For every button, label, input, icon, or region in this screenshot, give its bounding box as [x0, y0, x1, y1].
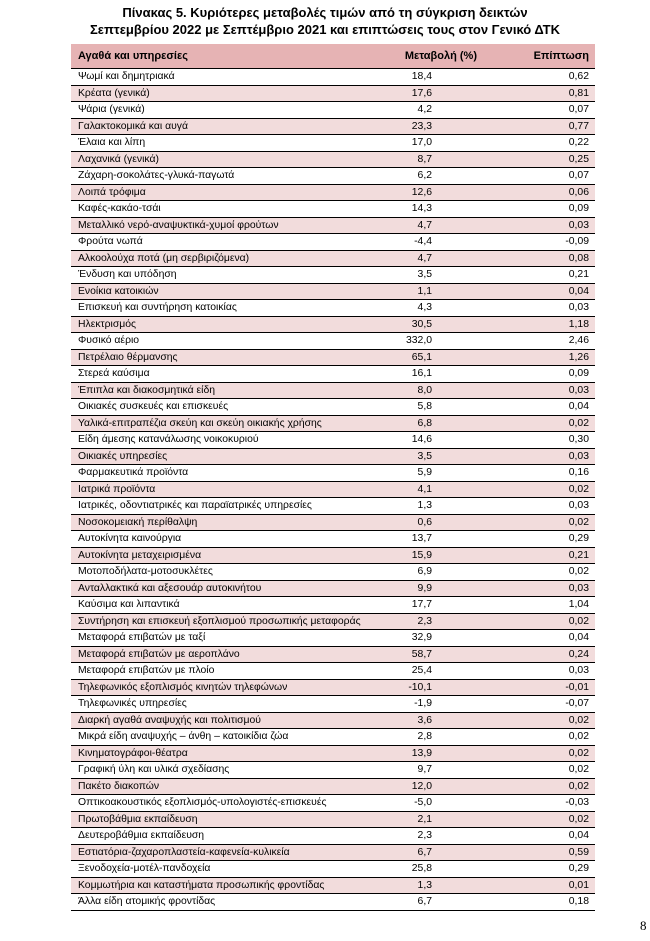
cell-change: 6,9 — [417, 566, 432, 577]
cell-change: 6,2 — [417, 170, 432, 181]
cell-impact: 0,03 — [568, 302, 589, 313]
table-row — [71, 795, 595, 812]
cell-change: 15,9 — [411, 549, 432, 561]
cell-impact: 0,04 — [568, 830, 589, 841]
cell-change: 17,7 — [411, 599, 432, 610]
table-row — [71, 119, 595, 136]
cell-impact: 0,04 — [568, 285, 589, 297]
cell-item: Κομμωτήρια και καταστήματα προσωπικής φροντίδας — [78, 879, 325, 891]
cell-change: 5,9 — [417, 467, 432, 478]
table-row — [71, 878, 595, 895]
cell-impact: 1,04 — [568, 599, 589, 610]
cell-item: Αυτοκίνητα μεταχειρισμένα — [78, 549, 202, 561]
table-row — [71, 152, 595, 169]
cell-impact: 0,08 — [568, 252, 589, 264]
cell-item: Ξενοδοχεία-μοτέλ-πανδοχεία — [78, 863, 211, 874]
cell-change: -1,9 — [414, 698, 432, 709]
cell-change: 9,9 — [417, 582, 432, 594]
table-row — [71, 234, 595, 251]
table-row — [71, 762, 595, 779]
cell-change: 4,7 — [417, 252, 432, 264]
table-title-line-1: Πίνακας 5. Κυριότερες μεταβολές τιμών από τη σύγκριση δεικτών — [122, 5, 528, 20]
cell-impact: 0,04 — [568, 632, 589, 643]
cell-impact: 0,18 — [568, 896, 589, 907]
cell-change: 65,1 — [411, 351, 432, 363]
cell-impact: 0,30 — [568, 434, 589, 445]
cell-change: 5,8 — [417, 401, 432, 412]
cell-item: Άλλα είδη ατομικής φροντίδας — [78, 896, 216, 907]
cell-change: 3,5 — [417, 269, 432, 280]
header-impact: Επίπτωση — [533, 50, 589, 62]
table-row — [71, 894, 595, 911]
cell-impact: 0,03 — [568, 219, 589, 231]
cell-change: 25,8 — [411, 863, 432, 874]
cell-impact: 0,02 — [568, 566, 589, 577]
cell-change: 14,6 — [411, 434, 432, 445]
table-row — [71, 218, 595, 235]
cell-item: Δευτεροβάθμια εκπαίδευση — [78, 830, 205, 841]
cell-item: Γραφική ύλη και υλικά σχεδίασης — [78, 764, 230, 775]
cell-item: Οικιακές συσκευές και επισκευές — [78, 401, 229, 412]
cell-item: Ψωμί και δημητριακά — [78, 71, 175, 82]
cell-item: Λοιπά τρόφιμα — [78, 186, 146, 198]
table-row — [71, 482, 595, 499]
cell-impact: 0,07 — [568, 104, 589, 115]
table-row — [71, 696, 595, 713]
cell-impact: 2,46 — [568, 335, 589, 346]
cell-item: Λαχανικά (γενικά) — [78, 153, 159, 165]
cell-change: 6,7 — [417, 896, 432, 907]
cell-change: 1,3 — [417, 879, 432, 891]
table-row — [71, 729, 595, 746]
cell-impact: 0,03 — [568, 582, 589, 594]
cell-item: Μεταφορά επιβατών με πλοίο — [78, 665, 215, 676]
table-row — [71, 300, 595, 317]
cell-item: Διαρκή αγαθά αναψυχής και πολιτισμού — [78, 714, 261, 726]
cell-item: Ένδυση και υπόδηση — [78, 269, 177, 280]
cell-change: 2,3 — [417, 615, 432, 627]
cell-impact: 1,18 — [568, 318, 589, 330]
cell-item: Πρωτοβάθμια εκπαίδευση — [78, 813, 198, 825]
cell-item: Υαλικά-επιτραπέζια σκεύη και σκεύη οικιακής χρήσης — [78, 417, 322, 429]
table-row — [71, 498, 595, 515]
cell-item: Κρέατα (γενικά) — [78, 87, 150, 99]
cell-impact: -0,07 — [565, 698, 589, 709]
table-row — [71, 69, 595, 86]
table-row — [71, 86, 595, 103]
cell-change: 25,4 — [411, 665, 432, 676]
cell-impact: 1,26 — [568, 351, 589, 363]
header-goods-services: Αγαθά και υπηρεσίες — [78, 50, 188, 62]
cell-item: Τηλεφωνικός εξοπλισμός κινητών τηλεφώνων — [78, 681, 288, 693]
cell-item: Καφές-κακάο-τσάι — [78, 203, 161, 214]
cell-item: Αυτοκίνητα καινούργια — [78, 533, 182, 544]
table-row — [71, 399, 595, 416]
cell-item: Ιατρικά προϊόντα — [78, 483, 156, 495]
cell-impact: 0,02 — [568, 747, 589, 759]
cell-item: Φαρμακευτικά προϊόντα — [78, 467, 189, 478]
cell-change: 8,0 — [417, 384, 432, 396]
cell-impact: 0,02 — [568, 483, 589, 495]
cell-change: 2,8 — [417, 731, 432, 742]
cell-impact: 0,02 — [568, 764, 589, 775]
cell-change: -5,0 — [414, 797, 432, 808]
table-row — [71, 614, 595, 631]
table-row — [71, 201, 595, 218]
cell-impact: 0,03 — [568, 450, 589, 462]
cell-item: Πακέτο διακοπών — [78, 780, 160, 792]
cell-change: 3,5 — [417, 450, 432, 462]
cell-item: Φρούτα νωπά — [78, 236, 143, 247]
cell-item: Οικιακές υπηρεσίες — [78, 450, 168, 462]
cell-item: Πετρέλαιο θέρμανσης — [78, 351, 178, 363]
cell-change: 1,1 — [417, 285, 432, 297]
cell-item: Μεταφορά επιβατών με ταξί — [78, 632, 206, 643]
cell-item: Έπιπλα και διακοσμητικά είδη — [78, 384, 216, 396]
cell-change: 3,6 — [417, 714, 432, 726]
cell-change: 30,5 — [411, 318, 432, 330]
cell-item: Επισκευή και συντήρηση κατοικίας — [78, 302, 237, 313]
cell-impact: 0,29 — [568, 533, 589, 544]
cell-change: 32,9 — [411, 632, 432, 643]
cell-impact: 0,03 — [568, 665, 589, 676]
cell-change: 16,1 — [411, 368, 432, 379]
cell-change: 6,7 — [417, 846, 432, 858]
table-row — [71, 251, 595, 268]
cell-change: 9,7 — [417, 764, 432, 775]
cell-impact: 0,62 — [568, 71, 589, 82]
cell-item: Γαλακτοκομικά και αυγά — [78, 120, 188, 132]
cell-item: Ψάρια (γενικά) — [78, 104, 145, 115]
table-row — [71, 267, 595, 284]
table-title-line-2: Σεπτεμβρίου 2022 με Σεπτέμβριο 2021 και επιπτώσεις τους στον Γενικό ΔΤΚ — [90, 22, 560, 37]
table-row — [71, 185, 595, 202]
cell-item: Αλκοολούχα ποτά (μη σερβιριζόμενα) — [78, 252, 250, 264]
cell-change: 2,1 — [417, 813, 432, 825]
cell-impact: 0,77 — [568, 120, 589, 132]
cell-impact: 0,29 — [568, 863, 589, 874]
cell-item: Οπτικοακουστικός εξοπλισμός-υπολογιστές-επισκευές — [78, 797, 327, 808]
table-row — [71, 812, 595, 829]
cell-impact: 0,02 — [568, 780, 589, 792]
cell-change: 4,7 — [417, 219, 432, 231]
cell-item: Έλαια και λίπη — [78, 137, 146, 148]
cell-item: Εστιατόρια-ζαχαροπλαστεία-καφενεία-κυλικεία — [78, 846, 290, 858]
cell-impact: 0,07 — [568, 170, 589, 181]
cell-change: 0,6 — [417, 516, 432, 528]
page-number: 8 — [640, 918, 647, 933]
cell-change: 58,7 — [411, 648, 432, 660]
cell-change: 17,6 — [411, 87, 432, 99]
cell-impact: 0,06 — [568, 186, 589, 198]
cell-impact: 0,02 — [568, 615, 589, 627]
cell-item: Είδη άμεσης κατανάλωσης νοικοκυριού — [78, 434, 259, 445]
table-row — [71, 531, 595, 548]
cell-item: Τηλεφωνικές υπηρεσίες — [78, 698, 187, 709]
table-row — [71, 663, 595, 680]
table-row — [71, 861, 595, 878]
cell-impact: -0,01 — [565, 681, 589, 693]
cell-impact: 0,21 — [568, 549, 589, 561]
table-row — [71, 581, 595, 598]
cell-item: Νοσοκομειακή περίθαλψη — [78, 516, 198, 528]
cell-change: 14,3 — [411, 203, 432, 214]
table-body — [71, 69, 595, 911]
cell-impact: 0,25 — [568, 153, 589, 165]
table-header-row — [71, 44, 595, 69]
cell-change: 18,4 — [411, 71, 432, 82]
table-row — [71, 135, 595, 152]
cell-impact: 0,21 — [568, 269, 589, 280]
cell-item: Μικρά είδη αναψυχής – άνθη – κατοικίδια ζώα — [78, 731, 289, 742]
cell-item: Στερεά καύσιμα — [78, 368, 150, 379]
table-row — [71, 333, 595, 350]
table-row — [71, 746, 595, 763]
table-row — [71, 828, 595, 845]
cell-change: 12,6 — [411, 186, 432, 198]
cell-item: Συντήρηση και επισκευή εξοπλισμού προσωπικής μεταφοράς — [78, 615, 361, 627]
header-change-percent: Μεταβολή (%) — [404, 50, 477, 62]
cell-change: 4,2 — [417, 104, 432, 115]
table-row — [71, 366, 595, 383]
table-row — [71, 317, 595, 334]
cell-impact: 0,02 — [568, 714, 589, 726]
cell-item: Φυσικό αέριο — [78, 335, 140, 346]
cell-impact: 0,09 — [568, 368, 589, 379]
cell-impact: 0,02 — [568, 516, 589, 528]
cell-change: 23,3 — [411, 120, 432, 132]
cell-item: Ζάχαρη-σοκολάτες-γλυκά-παγωτά — [78, 170, 235, 181]
cell-impact: 0,22 — [568, 137, 589, 148]
table-row — [71, 465, 595, 482]
cell-impact: 0,09 — [568, 203, 589, 214]
table-row — [71, 168, 595, 185]
cell-impact: 0,16 — [568, 467, 589, 478]
table-row — [71, 449, 595, 466]
cell-impact: 0,04 — [568, 401, 589, 412]
cell-item: Μοτοποδήλατα-μοτοσυκλέτες — [78, 566, 213, 577]
table-row — [71, 713, 595, 730]
cell-change: 17,0 — [411, 137, 432, 148]
cell-change: 332,0 — [405, 335, 432, 346]
cell-item: Ιατρικές, οδοντιατρικές και παραϊατρικές υπηρεσίες — [78, 500, 312, 511]
cell-item: Καύσιμα και λιπαντικά — [78, 599, 180, 610]
table-row — [71, 779, 595, 796]
table-row — [71, 597, 595, 614]
cell-item: Μεταλλικό νερό-αναψυκτικά-χυμοί φρούτων — [78, 219, 279, 231]
cell-item: Ηλεκτρισμός — [78, 318, 137, 330]
cell-change: 2,3 — [417, 830, 432, 841]
cell-impact: -0,03 — [565, 797, 589, 808]
table-row — [71, 102, 595, 119]
cell-impact: 0,02 — [568, 813, 589, 825]
cell-impact: 0,01 — [568, 879, 589, 891]
cell-item: Μεταφορά επιβατών με αεροπλάνο — [78, 648, 240, 660]
cell-impact: 0,03 — [568, 384, 589, 396]
cell-impact: 0,24 — [568, 648, 589, 660]
cell-change: 8,7 — [417, 153, 432, 165]
cell-impact: 0,03 — [568, 500, 589, 511]
cell-change: 4,1 — [417, 483, 432, 495]
cell-impact: 0,02 — [568, 731, 589, 742]
table-row — [71, 432, 595, 449]
table-row — [71, 647, 595, 664]
cell-item: Ενοίκια κατοικιών — [78, 285, 159, 297]
table-row — [71, 515, 595, 532]
table-row — [71, 383, 595, 400]
cell-impact: 0,81 — [568, 87, 589, 99]
cell-change: -10,1 — [408, 681, 432, 693]
cell-item: Ανταλλακτικά και αξεσουάρ αυτοκινήτου — [78, 582, 262, 594]
table-row — [71, 630, 595, 647]
table-row — [71, 548, 595, 565]
table-row — [71, 564, 595, 581]
table-row — [71, 416, 595, 433]
price-changes-table — [71, 44, 595, 911]
cell-item: Κινηματογράφοι-θέατρα — [78, 747, 188, 759]
cell-impact: -0,09 — [565, 236, 589, 247]
cell-change: 4,3 — [417, 302, 432, 313]
cell-change: 13,9 — [411, 747, 432, 759]
cell-change: -4,4 — [414, 236, 432, 247]
table-row — [71, 845, 595, 862]
table-row — [71, 284, 595, 301]
table-row — [71, 350, 595, 367]
table-row — [71, 680, 595, 697]
cell-change: 6,8 — [417, 417, 432, 429]
cell-change: 12,0 — [411, 780, 432, 792]
cell-change: 13,7 — [411, 533, 432, 544]
cell-impact: 0,59 — [568, 846, 589, 858]
cell-impact: 0,02 — [568, 417, 589, 429]
cell-change: 1,3 — [417, 500, 432, 511]
